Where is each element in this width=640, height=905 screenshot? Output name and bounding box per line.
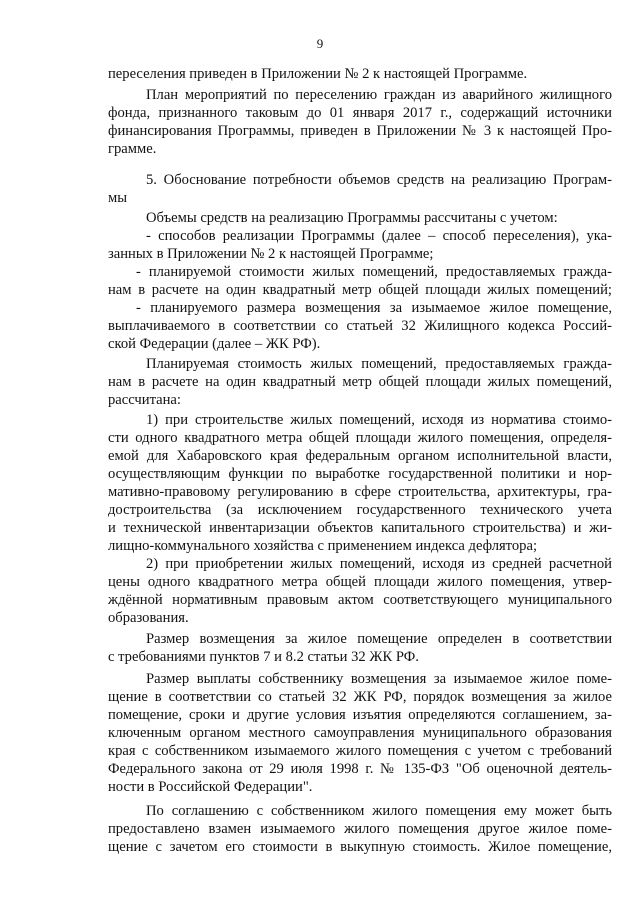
list-item-line: сти одного квадратного метра общей площади жилого помещения, определя-: [108, 430, 612, 446]
text-line: щение с зачетом его стоимости в выкупную стоимость. Жилое помещение,: [108, 839, 612, 855]
text-line: края с собственником изымаемого жилого помещения с учетом с требований: [108, 743, 612, 759]
list-item-line: - планируемого размера возмещения за изымаемое жилое помещение,: [136, 300, 612, 316]
text-line: переселения приведен в Приложении № 2 к настоящей Программе.: [108, 66, 528, 82]
text-line: грамме.: [108, 141, 157, 157]
list-item-line: 2) при приобретении жилых помещений, исходя из средней расчетной: [146, 556, 612, 572]
list-item-line: емой для Хабаровского края федеральным органом исполнительной власти,: [108, 448, 612, 464]
list-item-line: цены одного квадратного метра общей площади жилого помещения, утвер-: [108, 574, 612, 590]
text-line: Планируемая стоимость жилых помещений, предоставляемых гражда-: [146, 356, 612, 372]
list-item-line: - способов реализации Программы (далее – способ переселения), ука-: [146, 228, 612, 244]
list-item-line: лищно-коммунального хозяйства с применением индекса дефлятора;: [108, 538, 537, 554]
text-line: рассчитана:: [108, 392, 181, 408]
text-line: помещение, сроки и другие условия изъятия определяются соглашением, за-: [108, 707, 612, 723]
list-item-line: 1) при строительстве жилых помещений, исходя из норматива стоимо-: [146, 412, 612, 428]
page-number: 9: [316, 36, 324, 51]
list-item-line: занных в Приложении № 2 к настоящей Программе;: [108, 246, 434, 262]
text-line: с требованиями пунктов 7 и 8.2 статьи 32 ЖК РФ.: [108, 649, 419, 665]
text-line: Размер выплаты собственнику возмещения за изымаемое жилое поме-: [146, 671, 612, 687]
list-item-line: мативно-правовому регулированию в сфере строительства, архитектуры, гра-: [108, 484, 612, 500]
list-item-line: ской Федерации (далее – ЖК РФ).: [108, 336, 321, 352]
list-item-line: нам в расчете на один квадратный метр общей площади жилых помещений;: [108, 282, 612, 298]
text-line: нам в расчете на один квадратный метр общей площади жилых помещений,: [108, 374, 612, 390]
list-item-line: выплачиваемого в соответствии со статьей 32 Жилищного кодекса Россий-: [108, 318, 612, 334]
text-line: По соглашению с собственником жилого помещения ему может быть: [146, 803, 612, 819]
text-line: ключенным органом местного самоуправления муниципального образования: [108, 725, 612, 741]
list-item-line: достроительства (за исключением государственного технического учета: [108, 502, 612, 518]
list-item-line: и технической инвентаризации объектов капитального строительства) и жи-: [108, 520, 612, 536]
text-line: щение в соответствии со статьей 32 ЖК РФ, порядок возмещения за жилое: [108, 689, 612, 705]
list-item-line: образования.: [108, 610, 189, 626]
text-line: Федерального закона от 29 июля 1998 г. № 135-ФЗ "Об оценочной деятель-: [108, 761, 612, 777]
text-line: План мероприятий по переселению граждан из аварийного жилищного: [146, 87, 612, 103]
list-item-line: ждённой нормативным правовым актом соответствующего муниципального: [108, 592, 612, 608]
section-heading: мы: [108, 190, 128, 206]
text-line: предоставлено взамен изымаемого жилого помещения другое жилое поме-: [108, 821, 612, 837]
list-item-line: осуществляющим функции по выработке государственной политики и нор-: [108, 466, 612, 482]
section-heading: 5. Обоснование потребности объемов средств на реализацию Програм-: [146, 172, 612, 188]
text-line: ности в Российской Федерации".: [108, 779, 313, 795]
text-line: финансирования Программы, приведен в Приложении № 3 к настоящей Про-: [108, 123, 612, 139]
text-line: Размер возмещения за жилое помещение определен в соответствии: [146, 631, 612, 647]
text-line: Объемы средств на реализацию Программы рассчитаны с учетом:: [146, 210, 558, 226]
text-line: фонда, признанного таковым до 01 января 2017 г., содержащий источники: [108, 105, 612, 121]
list-item-line: - планируемой стоимости жилых помещений, предоставляемых гражда-: [136, 264, 612, 280]
